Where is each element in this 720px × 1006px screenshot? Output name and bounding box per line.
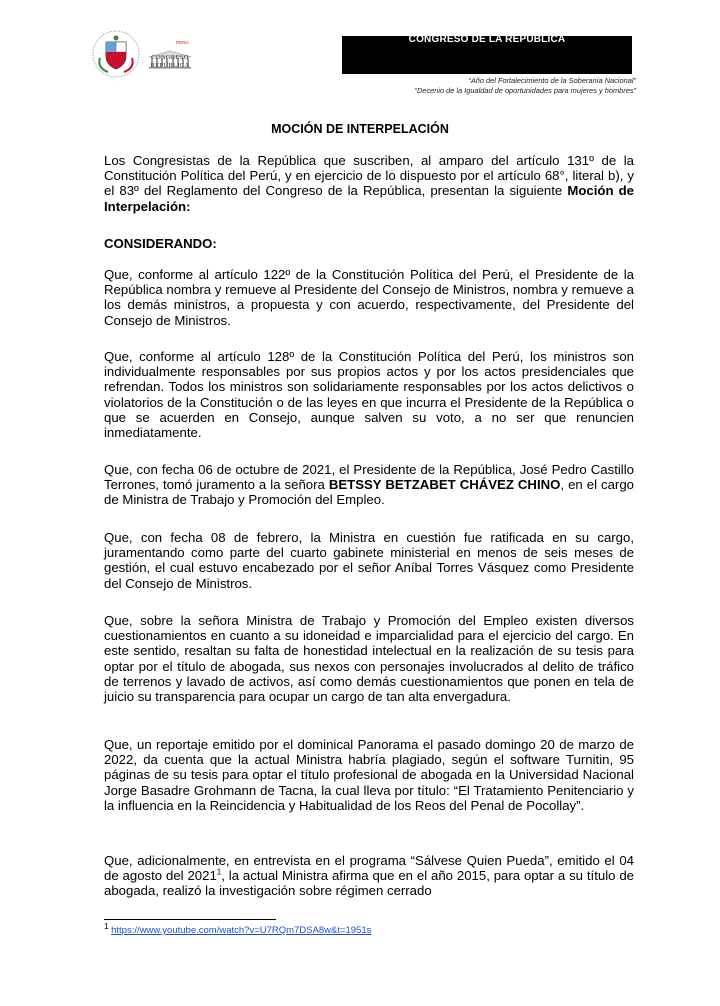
congreso-logo-text (144, 54, 196, 69)
paragraph-6 (104, 737, 634, 813)
paragraph-2-text: Que, conforme al artículo 128º de la Constitución Política del Perú, los ministros son individualmente responsables por sus propios actos y por los actos presidenciales que refrendan. Todos los ministros son solidariamente responsables por los actos delictivos o violatorios de la Constitución o de las leyes en que incurra el Presidente de la República o que se acuerden en Consejo, aunque salven su voto, a no ser que renuncien inmediatamente. (104, 349, 634, 441)
paragraph-3-text-b: , en el cargo de Ministra de Trabajo y Promoción del Empleo. (104, 477, 634, 508)
paragraph-4 (104, 530, 634, 591)
header-band-title: CONGRESO DE LA REPÚBLICA (408, 34, 566, 45)
minister-name: BETSSY BETZABET CHÁVEZ CHINO (328, 477, 561, 493)
slogan-year: “Año del Fortalecimiento de la Soberanía Nacional” (468, 76, 636, 85)
paragraph-2 (104, 349, 634, 440)
paragraph-4-text: Que, con fecha 08 de febrero, la Ministra en cuestión fue ratificada en su cargo, juramentando como parte del cuarto gabinete ministerial en menos de seis meses de gestión, el cual estuvo encabezado por el señor Aníbal Torres Vásquez como Presidente del Consejo de Ministros. (104, 530, 634, 591)
considerando-label: CONSIDERANDO: (104, 236, 217, 251)
footnote-ref[interactable]: 1 (216, 867, 222, 877)
header-logos (90, 28, 200, 84)
paragraph-5-text: Que, sobre la señora Ministra de Trabajo y Promoción del Empleo existen diversos cuestionamientos en cuanto a su idoneidad e imparcialidad para el ejercicio del cargo. En este sentido, resaltan su falta de honestidad intelectual en la realización de su tesis para optar por el título de abogada, sus nexos con personajes involucrados al delito de tráfico de terrenos y lavado de activos, así como demás cuestionamientos que ponen en tela de juicio su transparencia para ocupar un cargo de tan alta envergadura. (104, 613, 634, 705)
national-shield-icon (90, 28, 142, 80)
intro-bold: Moción de Interpelación: (104, 183, 634, 214)
footnote-divider (104, 919, 276, 920)
paragraph-3 (104, 462, 634, 508)
paragraph-1 (104, 267, 634, 328)
header-slogans (415, 76, 636, 96)
slogan-decade: “Decenio de la Igualdad de oportunidades para mujeres y hombres” (414, 86, 636, 95)
paragraph-6-text: Que, un reportaje emitido por el dominical Panorama el pasado domingo 20 de marzo de 2022, da cuenta que la actual Ministra habría plagiado, según el software Turnitin, 95 páginas de su tesis para optar el título profesional de abogada en la Universidad Nacional Jorge Basadre Grohmann de Tacna, la cual lleva por título: “El Tratamiento Penitenciario y la influencia en la Reincidencia y Habitualidad de los Reos del Penal de Pocollay”. (104, 737, 634, 813)
paragraph-7-text-a: Que, adicionalmente, en entrevista en el programa “Sálvese Quien Pueda”, emitido el 04 de agosto del 2021 (104, 853, 634, 884)
congreso-logo-line1: CONGRESO (151, 54, 189, 61)
peru-tag: PERÚ (176, 40, 189, 45)
paragraph-3-text-a: Que, con fecha 06 de octubre de 2021, el Presidente de la República, José Pedro Castillo Terrones, tomó juramento a la señora (104, 462, 634, 493)
congreso-logo-line2: REPÚBLICA (150, 61, 190, 69)
intro-text: Los Congresistas de la República que suscriben, al amparo del artículo 131º de la Constitución Política del Perú, y en ejercicio de lo dispuesto por el artículo 68°, literal b), y el 83º del Reglamento del Congreso de la República, presentan la siguiente (104, 153, 634, 199)
paragraph-5 (104, 613, 634, 704)
footnote-number: 1 (104, 921, 109, 931)
paragraph-7 (104, 853, 634, 899)
considerando-heading (104, 236, 634, 251)
footnote (104, 921, 372, 936)
intro-paragraph (104, 153, 634, 214)
paragraph-7-text-b: , la actual Ministra afirma que en el año 2015, para optar a su título de abogada, realizó la investigación sobre régimen cerrado (104, 868, 634, 899)
footnote-link[interactable]: https://www.youtube.com/watch?v=U7RQm7DSA8w&t=1951s (111, 925, 372, 936)
document-title: MOCIÓN DE INTERPELACIÓN (271, 122, 449, 136)
paragraph-1-text: Que, conforme al artículo 122º de la Constitución Política del Perú, el Presidente de la República nombra y remueve al Presidente del Consejo de Ministros, nombra y remueve a los demás ministros, a propuesta y con acuerdo, respectivamente, del Presidente del Consejo de Ministros. (104, 267, 634, 328)
